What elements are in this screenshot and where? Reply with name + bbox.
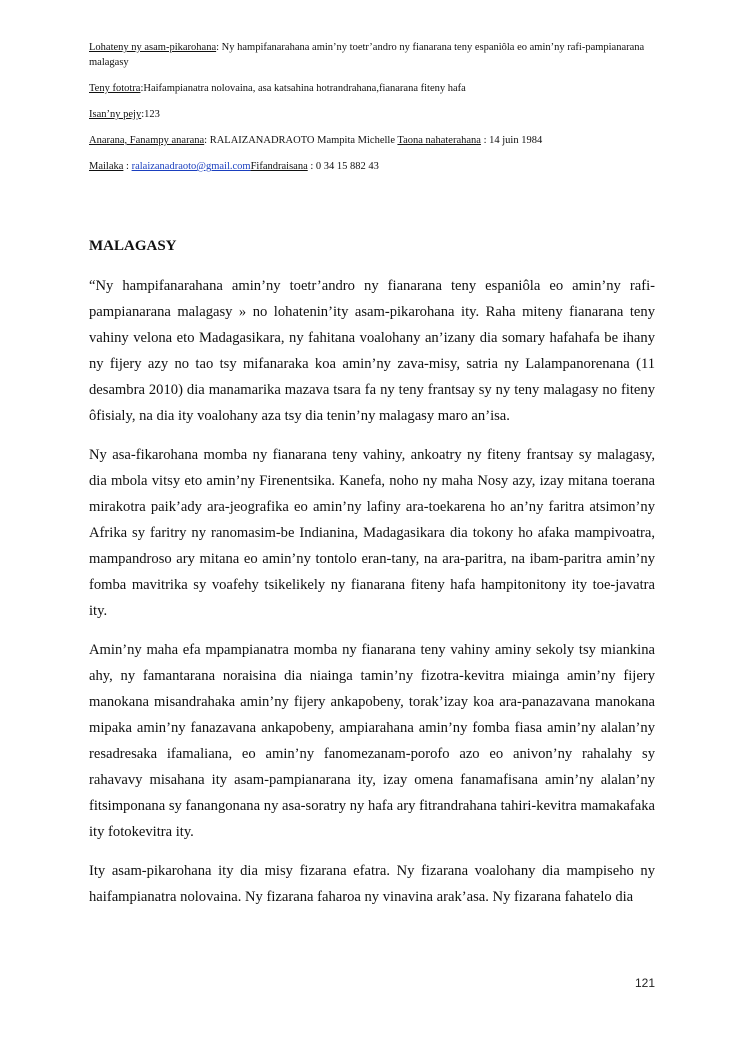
meta-pages-label: Isan’ny pejy [89,109,142,120]
meta-subject-value: :Haifampianatra nolovaina, asa katsahina hotrandrahana,fianarana fiteny hafa [140,83,466,94]
body-text [89,273,655,923]
meta-phone-label: Fifandraisana [250,161,308,172]
meta-subject [89,81,655,96]
meta-title-value: : Ny hampifanarahana amin’ny toetr’andro ny fianarana teny espaniôla eo amin’ny rafi-pampianarana malagasy [89,42,645,68]
paragraph: Amin’ny maha efa mpampianatra momba ny fianarana teny vahiny aminy sekoly tsy miankina ahy, ny famantarana noraisina dia niainga tamin’ny fizotra-kevitra miainga amin’ny fijery manokana misandrahaka amin’ny fijery ankapobeny, torak’izay koa ara-panazavana manokana mipaka amin’ny fanazavana ankapobeny, ampiarahana amin’ny fomba fiasa amin’ny alalan’ny resadresaka ifamaliana, eo amin’ny fanomezanam-porofo azo eo anivon’ny rahalahy sy rahavavy misahana ity asam-pampianarana ity, izay omena fanamafisana amin’ny alalan’ny fitsimponana sy fanangonana ny asa-soratry ny hafa ary fitrandrahana tahiri-kevitra mamakafaka ity fotokevitra ity. [89,642,655,840]
section-heading: MALAGASY [89,238,177,254]
meta-birth-label: Taona nahaterahana [397,135,481,146]
meta-pages [89,107,655,122]
paragraph: Ny asa-fikarohana momba ny fianarana teny vahiny, ankoatry ny fiteny frantsay sy malagasy, dia mbola vitsy eto amin’ny Firenentsika. Kanefa, noho ny maha Nosy azy, izay mitana toerana mirakotra paik’ady ara-jeografika eo amin’ny lafiny ara-toekarena ho an’ny faritra atsimon’ny Afrika sy faritry ny ranomasim-be Indianina, Madagasikara dia tokony ho afaka mampivoatra, mampandroso ary mitana eo amin’ny tontolo eran-tany, na ara-paritra, na ibam-paritra amin’ny fomba mavitrika sy voafehy tsikelikely ny fianarana fiteny hafa hampitonitony ity toe-javatra ity. [89,447,655,619]
meta-email-sep: : [123,161,132,172]
meta-title [89,40,655,70]
meta-author [89,133,655,148]
meta-email-label: Mailaka [89,161,124,172]
meta-subject-label: Teny fototra [89,83,141,94]
paragraph: “Ny hampifanarahana amin’ny toetr’andro ny fianarana teny espaniôla eo amin’ny rafi-pampianarana malagasy » no lohatenin’ity asam-pikarohana ity. Raha miteny fianarana teny vahiny velona eto Madagasikara, ny fahitana voalohany an’izany dia somary hafahafa be ihany ny fijery azy no tao tsy mifanaraka koa amin’ny zava-misy, satria ny Lalampanorenana (11 desambra 2010) dia manamarika mazava tsara fa ny teny frantsay sy ny teny malagasy no fiteny ôfisialy, na dia ity voalohany aza tsy dia tenin’ny malagasy maro an’isa. [89,278,655,424]
meta-name-value: : RALAIZANADRAOTO Mampita Michelle [204,135,398,146]
email-link[interactable]: ralaizanadraoto@gmail.com [131,161,251,172]
page-number: 121 [634,976,655,990]
metadata-block [89,40,655,185]
meta-name-label: Anarana, Fanampy anarana [89,135,205,146]
paragraph: Ity asam-pikarohana ity dia misy fizarana efatra. Ny fizarana voalohany dia mampiseho ny haifampianatra nolovaina. Ny fizarana faharoa ny vinavina arak’asa. Ny fizarana fahatelo dia [89,863,655,905]
meta-pages-value: :123 [141,109,160,120]
meta-birth-value: : 14 juin 1984 [480,135,543,146]
meta-title-label: Lohateny ny asam-pikarohana [89,42,217,53]
meta-phone-value: : 0 34 15 882 43 [307,161,379,172]
meta-contact [89,159,655,174]
